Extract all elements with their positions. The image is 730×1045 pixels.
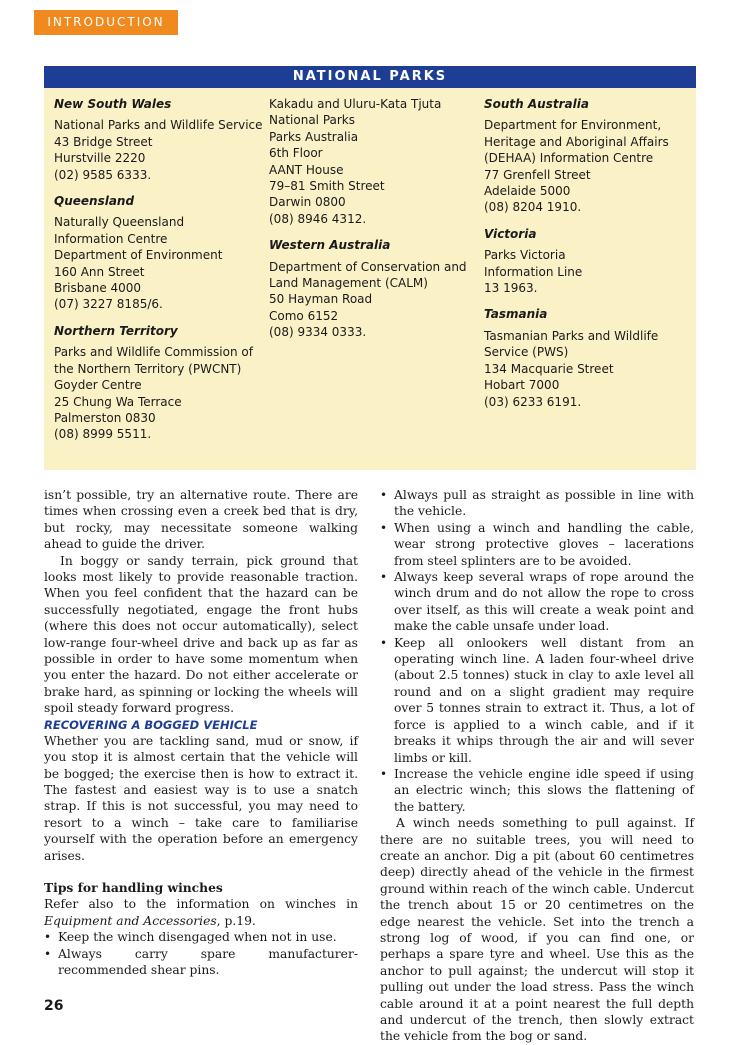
reference-suffix: , p.19. xyxy=(216,913,256,928)
contact-line: 134 Macquarie Street xyxy=(484,361,614,376)
region-heading: Northern Territory xyxy=(54,323,178,338)
contact-line: (08) 8999 5511. xyxy=(54,427,152,442)
paragraph: isn’t possible, try an alternative route. There are times when crossing even a creek bed that is dry, but rocky, may necessitate someone walking ahead to guide the driver. xyxy=(44,488,358,552)
list-item-text: Increase the vehicle engine idle speed if using an electric winch; this slows the flattening of the battery. xyxy=(394,766,694,814)
list-item xyxy=(380,635,694,766)
region-heading: Queensland xyxy=(54,194,135,209)
list-item xyxy=(380,766,694,815)
paragraph: Whether you are tackling sand, mud or snow, if you stop it is almost certain that the vehicle will be bogged; the exercise then is how to extract it. The fastest and easiest way is to use a snatch strap. If this is not successful, you may need to resort to a winch – take care to familiarise yourself with the operation before an emergency arises. xyxy=(44,733,358,863)
list-item-text: When using a winch and handling the cable, wear strong protective gloves – lacerations from steel splinters are to be avoided. xyxy=(394,520,694,568)
reference-prefix: Refer also to the information on winches in xyxy=(44,897,358,912)
contact-line: Kakadu and Uluru-Kata Tjuta xyxy=(269,97,442,111)
list-item xyxy=(380,520,694,569)
winch-tips-list xyxy=(44,929,358,978)
contact-line: 25 Chung Wa Terrace xyxy=(54,394,182,409)
bullet-icon: • xyxy=(380,766,388,781)
contact-line: Adelaide 5000 xyxy=(484,184,571,199)
box-column-1 xyxy=(54,96,263,453)
park-contact-entry xyxy=(484,306,689,409)
tips-heading: Tips for handling winches xyxy=(44,879,223,895)
list-item xyxy=(44,929,358,945)
winch-tips-list-continued xyxy=(380,487,694,815)
contact-line: Department for Environment, xyxy=(484,118,662,133)
contact-line: Palmerston 0830 xyxy=(54,410,156,425)
region-heading: Tasmania xyxy=(484,307,548,322)
contact-line: the Northern Territory (PWCNT) xyxy=(54,361,242,376)
contact-line: National Parks and Wildlife Service xyxy=(54,118,263,133)
contact-line: Information Line xyxy=(484,264,583,279)
contact-line: (08) 8946 4312. xyxy=(269,211,367,226)
list-item-text: Keep the winch disengaged when not in use. xyxy=(58,930,337,945)
contact-line: Land Management (CALM) xyxy=(269,276,428,291)
page-number: 26 xyxy=(44,998,64,1014)
contact-line: (DEHAA) Information Centre xyxy=(484,151,654,166)
contact-line: (08) 9334 0333. xyxy=(269,325,367,340)
park-contact-entry xyxy=(484,226,689,297)
park-contact-entry xyxy=(54,96,263,183)
list-item-text: Keep all onlookers well distant from an operating winch line. A laden four-wheel drive (about 2.5 tonnes) stuck in clay to axle level all round and on a slight gradient may require over 5 tonnes strain to extract it. Thus, a lot of force is applied to a winch cable, and if it breaks it whips through the air and will sever limbs or kill. xyxy=(394,635,694,765)
contact-line: Information Centre xyxy=(54,231,168,246)
contact-line: AANT House xyxy=(269,162,344,177)
park-contact-entry xyxy=(54,193,254,313)
contact-line: Parks and Wildlife Commission of xyxy=(54,345,253,360)
contact-line: Hobart 7000 xyxy=(484,378,560,393)
park-contact-entry xyxy=(269,237,474,340)
bullet-icon: • xyxy=(44,930,52,945)
contact-line: Hurstville 2220 xyxy=(54,151,146,166)
contact-line: 79–81 Smith Street xyxy=(269,179,385,194)
contact-line: Heritage and Aboriginal Affairs xyxy=(484,134,669,149)
park-contact-entry xyxy=(484,96,689,216)
bullet-icon: • xyxy=(380,488,388,502)
region-heading: New South Wales xyxy=(54,97,172,111)
section-subheading: RECOVERING A BOGGED VEHICLE xyxy=(44,717,258,732)
contact-line: Naturally Queensland xyxy=(54,215,185,230)
box-title: NATIONAL PARKS xyxy=(44,66,696,88)
national-parks-box xyxy=(44,66,696,470)
bullet-icon: • xyxy=(380,635,388,650)
contact-line: Department of Conservation and xyxy=(269,259,467,274)
section-tab: INTRODUCTION xyxy=(34,10,178,35)
region-heading: Victoria xyxy=(484,226,537,241)
contact-line: (07) 3227 8185/6. xyxy=(54,297,163,312)
contact-line: Parks Victoria xyxy=(484,248,566,263)
contact-line: Goyder Centre xyxy=(54,378,142,393)
left-text-column xyxy=(44,487,358,978)
contact-line: (08) 8204 1910. xyxy=(484,200,582,215)
list-item xyxy=(380,487,694,520)
paragraph: In boggy or sandy terrain, pick ground that looks most likely to provide reasonable traction. When you feel confident that the hazard can be successfully negotiated, engage the front hubs (where this does not occur automatically), select low-range four-wheel drive and back up as far as possible in order to have some momentum when you enter the hazard. Do not either accelerate or brake hard, as spinning or locking the wheels will spoil steady forward progress. xyxy=(44,553,358,716)
list-item-text: Always carry spare manufacturer-recommended shear pins. xyxy=(58,946,358,977)
contact-line: 13 1963. xyxy=(484,281,538,296)
contact-line: Tasmanian Parks and Wildlife xyxy=(484,328,659,343)
contact-line: 77 Grenfell Street xyxy=(484,167,591,182)
bullet-icon: • xyxy=(380,520,388,535)
region-heading: South Australia xyxy=(484,97,589,111)
contact-line: Department of Environment xyxy=(54,248,223,263)
contact-line: Brisbane 4000 xyxy=(54,281,142,296)
bullet-icon: • xyxy=(44,946,52,961)
contact-line: Como 6152 xyxy=(269,308,339,323)
list-item xyxy=(380,569,694,635)
reference-title: Equipment and Accessories xyxy=(44,913,217,928)
contact-line: National Parks xyxy=(269,113,356,128)
right-text-column xyxy=(380,487,694,1045)
paragraph: A winch needs something to pull against. If there are no suitable trees, you will need to create an anchor. Dig a pit (about 60 centimetres deep) directly ahead of the vehicle in the firmest ground within reach of the winch cable. Undercut the trench about 15 or 20 centimetres on the edge nearest the vehicle. Set into the trench a strong log of wood, if you can find one, or perhaps a spare tyre and wheel. Use this as the anchor to pull against; the undercut will stop it pulling out under the load stress. Pass the winch cable around it at a point nearest the full depth and undercut of the trench, then slowly extract the vehicle from the bog or sand. xyxy=(380,816,694,1044)
bullet-icon: • xyxy=(380,570,388,585)
contact-line: Parks Australia xyxy=(269,129,359,144)
list-item-text: Always pull as straight as possible in line with the vehicle. xyxy=(394,488,694,519)
contact-line: 50 Hayman Road xyxy=(269,292,373,307)
contact-line: Darwin 0800 xyxy=(269,195,346,210)
contact-line: 6th Floor xyxy=(269,146,323,161)
contact-line: Service (PWS) xyxy=(484,345,569,360)
box-column-3 xyxy=(484,96,689,420)
contact-line: (02) 9585 6333. xyxy=(54,167,152,182)
box-column-2 xyxy=(269,96,474,351)
park-contact-entry xyxy=(54,323,254,443)
contact-line: 43 Bridge Street xyxy=(54,134,153,149)
list-item xyxy=(44,946,358,979)
contact-line: 160 Ann Street xyxy=(54,264,145,279)
park-contact-entry xyxy=(269,96,474,227)
tips-reference xyxy=(44,896,358,929)
contact-line: (03) 6233 6191. xyxy=(484,394,582,409)
region-heading: Western Australia xyxy=(269,238,391,253)
list-item-text: Always keep several wraps of rope around the winch drum and do not allow the rope to cross over itself, as this will create a weak point and make the cable unsafe under load. xyxy=(394,570,694,634)
